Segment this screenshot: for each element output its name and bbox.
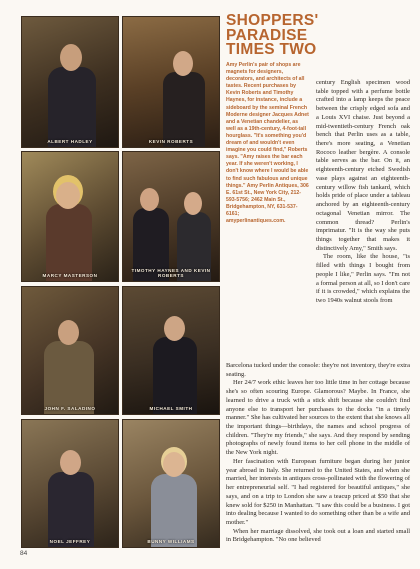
photo-caption: MICHAEL SMITH <box>149 406 193 411</box>
photo-caption: ALBERT HADLEY <box>47 139 93 144</box>
body-paragraph: Her fascination with European furniture began during her junior year abroad in Italy. She returned to the United States, and when she married, her interests in antiques cross-pollinated with the flowering of her entrepreneurial self. "I had registered for beautiful antiques," she says, and on a trip to London she saw a teacup priced at $50 that she knew sold for $250 in Manhattan. "I saw this could be a business. I got into dealing because I wanted to do something other than be a wife and mother." <box>226 457 410 526</box>
person-head <box>184 192 202 215</box>
person-figure <box>44 341 94 414</box>
person-head <box>60 44 82 71</box>
body-paragraph: Barcelona tucked under the console: they're not inventory, they're extra seating. <box>226 362 410 378</box>
body-column-wide <box>226 362 410 545</box>
person-figure <box>48 472 94 547</box>
body-paragraph: The room, like the house, "is filled with things I bought from people I like," Perlin says. "I'm not a formal person at all, so I don't care if it is crowded," which explains the two 1940s walnut stools from <box>316 253 410 304</box>
body-paragraph: Her 24/7 work ethic leaves her too little time in her cottage because she's so often scouring Europe. Glamorous? Maybe. In France, she learned to drive a truck with a stick shift because she couldn't find anyone else to transport her purchases to the docks "in a timely manner." She has cultivated her sources to the extent that she knows all the important things—birthdays, the names and school progress of children. "They're my friends," she says. And they respond by sending photographs of newly found items to her cell phone in the middle of the New York night. <box>226 379 410 457</box>
headline-line-2: PARADISE <box>226 26 308 44</box>
photo-michael-smith <box>122 286 220 415</box>
person-figure <box>151 474 197 547</box>
photo-caption: BUNNY WILLIAMS <box>147 539 195 544</box>
person-head <box>60 450 81 475</box>
photo-caption: MARCY MASTERSON <box>42 273 98 278</box>
photo-bunny-williams <box>122 419 220 548</box>
person-head <box>58 320 79 345</box>
photo-caption: JOHN F. SALADINO <box>44 406 96 411</box>
headline-line-3: TIMES TWO <box>226 41 317 58</box>
photo-caption: KEVIN ROBERTS <box>148 139 194 144</box>
headline-line-1: SHOPPERS' <box>226 12 319 29</box>
article-headline <box>226 14 326 58</box>
person-figure <box>163 72 205 147</box>
body-paragraph: century English specimen wood table topped with a perfume bottle crafted into a lamp keeps the peace between the crisply edged sofa and a Louis XVI chaise. Just beyond a mid-twentieth-century French oak bench that Perlin uses as a table, there's more seating, a Venetian Rococo leather bergère. A console table serves as the bar. On it, an eighteenth-century etched Swedish vase plays against an eighteenth-century willow fish tankard, which holds pride of place under a tableau anchored by an eighteenth-century octagonal Venetian mirror. The common thread? Perlin's imprimatur. "It is the way she puts things together that makes it distinctively Amy," Smith says. <box>316 79 410 252</box>
photo-caption: NOEL JEFFREY <box>49 539 91 544</box>
person-figure <box>153 337 197 414</box>
page-number: 84 <box>20 550 28 557</box>
body-column-right <box>316 79 410 306</box>
person-head <box>56 182 80 209</box>
person-figure <box>46 204 92 281</box>
photo-albert-hadley <box>21 16 119 148</box>
photo-timothy-haynes-kevin-roberts <box>122 151 220 282</box>
person-head <box>164 316 185 341</box>
photo-marcy-masterson <box>21 151 119 282</box>
deck-text: Amy Perlin's pair of shops are magnets for designers, decorators, and architects of all tastes. Recent purchases by Kevin Roberts and Timothy Haynes, for instance, include a sideboard by the seminal French Moderne designer Jacques Adnet and a Venetian chandelier, as well as a 19th-century, 4-foot-tall hourglass. "It's something you'd dream of and wouldn't even imagine you could find," Roberts says. "Amy raises the bar each year. If she weren't working, I don't know where I would be able to find such fabulous and unique things." Amy Perlin Antiques, 306 E. 61st St., New York City, 212-593-5756; 2462 Main St., Bridgehampton, NY, 631-537-6161; <box>226 62 309 217</box>
photo-kevin-roberts <box>122 16 220 148</box>
person-head <box>163 452 185 477</box>
photo-john-saladino <box>21 286 119 415</box>
person-head <box>140 188 159 211</box>
person-figure <box>48 67 96 147</box>
photo-noel-jeffrey <box>21 419 119 548</box>
body-paragraph: When her marriage dissolved, she took out a loan and started small in Bridgehampton. "No one believed <box>226 527 410 544</box>
article-deck <box>226 62 309 225</box>
website-link[interactable]: amyperlinantiques.com. <box>226 218 286 225</box>
photo-caption: TIMOTHY HAYNES AND KEVIN ROBERTS <box>131 268 211 278</box>
person-head <box>173 51 193 76</box>
